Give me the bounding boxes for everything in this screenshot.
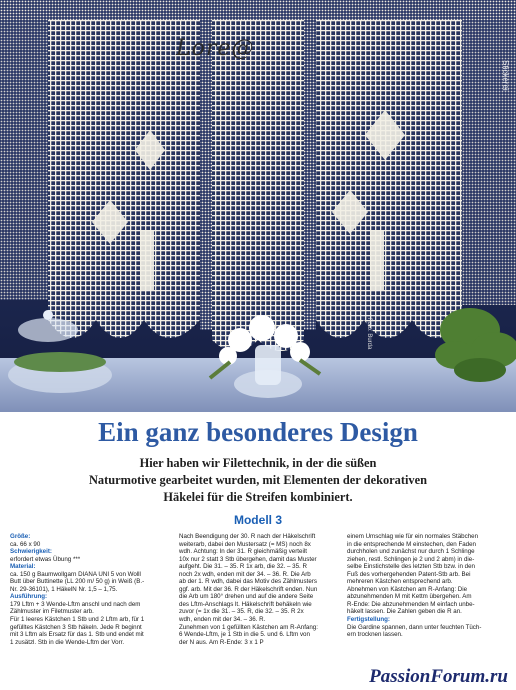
instruction-line: mehreren Kästchen entsprechend arb. — [347, 578, 453, 586]
instruction-line: ziehen, restl. Schlingen je 2 und 2 abm) in die- — [347, 555, 475, 563]
instruction-line: zuvor (= 1x die 31. – 35. R, die 32. – 35. R 2x — [179, 608, 304, 616]
instruction-line: gefülltes Kästchen 3 Stb häkeln. Jede R beginnt — [10, 623, 142, 631]
top-border — [0, 0, 516, 20]
instruction-line: abzunehmenden M mit Kettm übergehen. Am — [347, 593, 472, 601]
instruction-line: 179 Lftm + 3 Wende-Lftm anschl und nach dem — [10, 600, 141, 608]
instruction-line: mit 3 Lftm als Ersatz für das 1. Stb und endet mit — [10, 631, 144, 639]
section-heading: Ausführung: — [10, 593, 48, 601]
instructions-column-3 — [347, 533, 509, 639]
section-heading: Schwierigkeit: — [10, 548, 52, 556]
instruction-line: häkelt lassen. Die Zahlen geben die R an. — [347, 608, 462, 616]
curtain-strip-1 — [200, 20, 212, 330]
instruction-line: wdh, enden mit der 34. – 36. R. — [179, 616, 266, 624]
curtain-panel-left — [48, 20, 200, 320]
intro-line: Häkelei für die Streifen kombiniert. — [163, 490, 353, 504]
watermark-signature: Lore@ — [176, 36, 255, 61]
headline: Ein ganz besonderes Design — [98, 417, 418, 447]
instruction-line: erfordert etwas Übung *** — [10, 555, 81, 563]
photo-credit: Foto: Burda — [366, 318, 372, 350]
instruction-line: Abnehmen von Kästchen am R-Anfang: Die — [347, 585, 468, 593]
model-title: Modell 3 — [233, 513, 282, 527]
instruction-line: 10x nur 2 statt 3 Stb übergehen, damit das Muster — [179, 555, 317, 563]
instruction-line: ggf. arb. Mit der 36. R der Häkelschrift enden. Nun — [179, 585, 318, 593]
instruction-line: selbe Einstichstelle des letzten Stb bzw. in den — [347, 563, 475, 571]
instruction-line: Fuß des vorhergehenden Patent-Stb arb. Bei — [347, 570, 471, 578]
curtain-border-left — [0, 20, 48, 300]
instruction-line: der N aus. Am R-Ende: 3 x 1 P — [179, 638, 264, 646]
instruction-line: Die Gardine spannen, dann unter feuchten Tüch- — [347, 623, 482, 631]
curtain-panel-middle — [212, 20, 304, 340]
instructions-column-2 — [179, 533, 341, 646]
intro-line: Naturmotive gearbeitet wurden, mit Elementen der dekorativen — [88, 473, 428, 487]
intro-line: Hier haben wir Filettechnik, in der die süßen — [139, 456, 377, 470]
curtain-panel-right — [316, 20, 462, 320]
footer-watermark — [318, 664, 516, 690]
instruction-line: 6 Wende-Lftm, je 1 Stb in die 5. und 6. Lftm von — [179, 631, 310, 639]
instruction-line: Zählmuster im Filetmuster arb. — [10, 608, 94, 616]
instruction-line: aufgeht. Die 31. – 35. R 1x arb, die 32. – 35. R — [179, 563, 307, 571]
instruction-line: noch 2x wdh, enden mit der 34. – 36. R. Die Arb — [179, 570, 311, 578]
instruction-line: einem Umschlag wie für ein normales Stäbchen — [347, 533, 479, 540]
instruction-line: R-Ende: Die abzunehmenden M einfach unbe- — [347, 600, 475, 608]
instruction-line: ab der 1. R wdh, dabei das Motiv des Zählmusters — [179, 578, 317, 586]
intro-text — [40, 455, 476, 506]
side-credit: Stickerei — [501, 60, 510, 91]
instruction-line: ern trocknen lassen. — [347, 631, 403, 639]
instructions-column-1 — [10, 533, 172, 646]
instruction-line: Für 1 leeres Kästchen 1 Stb und 2 Lftm arb, für 1 — [10, 616, 145, 624]
instruction-line: des Lftm-Anschlags lt. Häkelschrift behäkeln wie — [179, 600, 312, 608]
instruction-line: in die entsprechende M einstechen, den Faden — [347, 540, 476, 548]
instruction-line: 1 zusätzl. Stb in die Wende-Lftm der Vorr. — [10, 638, 125, 646]
section-heading: Material: — [10, 563, 36, 571]
instruction-line: Nach Beendigung der 30. R nach der Häkelschrift — [179, 533, 316, 540]
instruction-line: wdh. Achtung: In der 31. R gleichmäßig verteilt — [179, 548, 307, 556]
instruction-line: weiterarb, dabei den Mustersatz (= MS) noch 8x — [179, 540, 311, 548]
section-heading: Fertigstellung: — [347, 616, 390, 624]
instruction-line: Butt über Buttinette (LL 200 m/ 50 g) in Weiß (B.- — [10, 578, 145, 586]
instruction-line: Zunehmen von 1 gefüllten Kästchen am R-Anfang: — [179, 623, 318, 631]
curtain-strip-2 — [304, 20, 316, 330]
instruction-line: Nr. 29-36101), 1 HäkelN Nr. 1,5 – 1,75. — [10, 585, 118, 593]
section-heading: Größe: — [10, 533, 31, 540]
instruction-line: ca. 66 x 90 — [10, 540, 41, 548]
instruction-line: ca. 150 g Baumwollgarn DIANA UNI 5 von Wolll — [10, 570, 141, 578]
footer-site-name: PassionForum.ru — [369, 666, 508, 687]
instruction-line: die Arb um 180° drehen und auf die andere Seite — [179, 593, 314, 601]
instruction-line: durchholen und zunächst nur durch 1 Schlinge — [347, 548, 475, 556]
